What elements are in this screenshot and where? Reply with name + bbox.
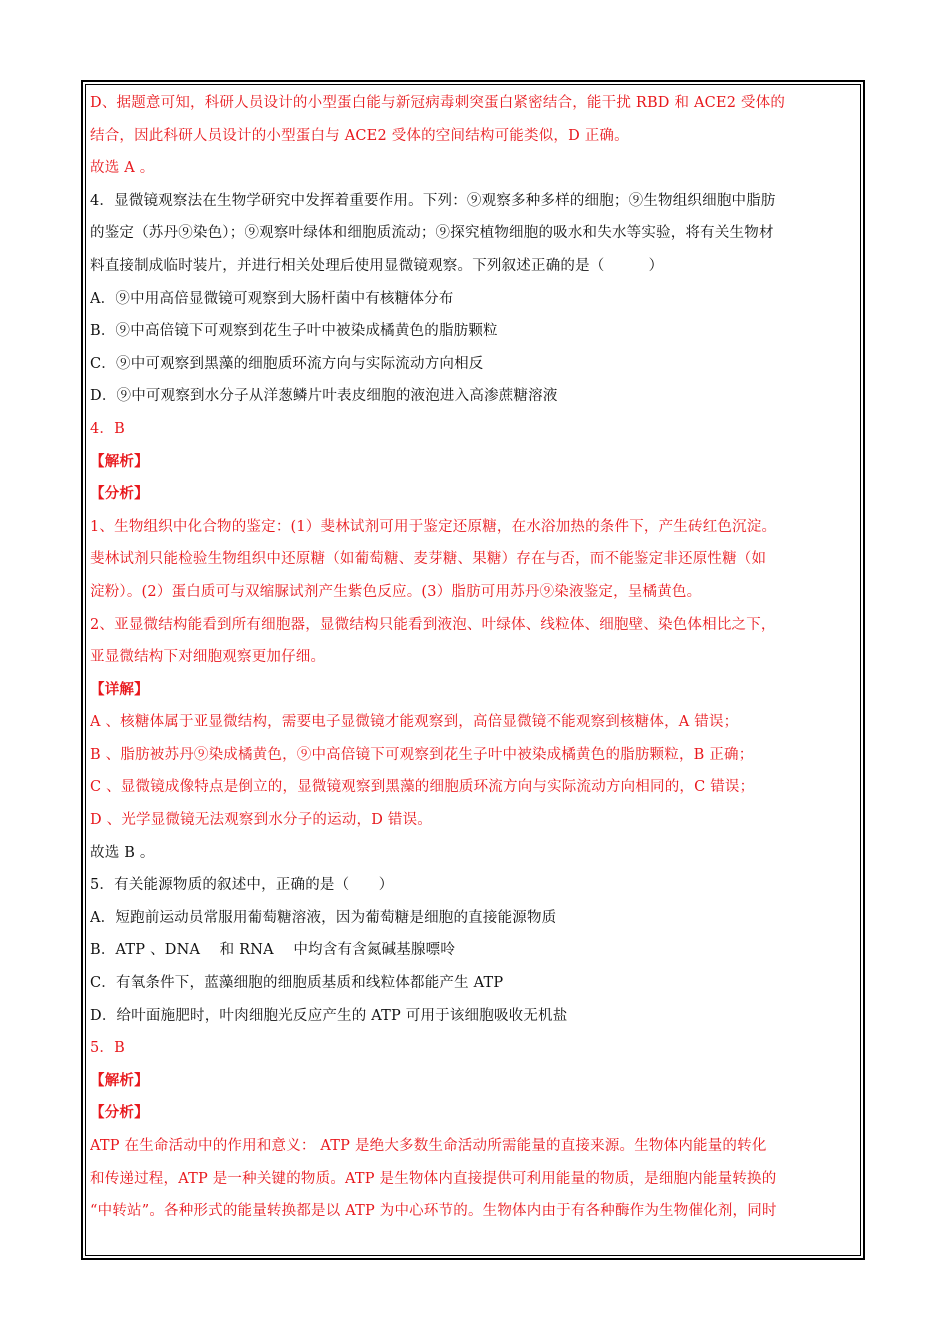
question-5-stem: 5．有关能源物质的叙述中，正确的是（ ） — [90, 877, 394, 894]
question-4-stem: 4．显微镜观察法在生物学研究中发挥着重要作用。下列：⑨观察多种多样的细胞；⑨生物组织细胞中脂肪 — [90, 192, 776, 209]
analysis-line: ATP 在生命活动中的作用和意义： ATP 是绝大多数生命活动所需能量的直接来源。生物体内能量的转化 — [90, 1138, 767, 1154]
section-heading-fenxi: 【分析】 — [90, 485, 149, 503]
conclusion-line: 故选 B 。 — [90, 844, 155, 861]
document-body — [90, 87, 860, 1228]
analysis-line: 1、生物组织中化合物的鉴定：(1）斐林试剂可用于鉴定还原糖，在水浴加热的条件下，产生砖红色沉淀。 — [90, 518, 777, 535]
detail-line: A 、核糖体属于亚显微结构，需要电子显微镜才能观察到，高倍显微镜不能观察到核糖体，A 错误； — [90, 714, 739, 731]
analysis-line: 亚显微结构下对细胞观察更加仔细。 — [90, 649, 326, 666]
question-4-stem: 料直接制成临时装片，并进行相关处理后使用显微镜观察。下列叙述正确的是（ ） — [90, 257, 664, 274]
detail-line: D 、光学显微镜无法观察到水分子的运动，D 错误。 — [90, 812, 432, 829]
section-heading-jiexi: 【解析】 — [90, 452, 149, 470]
analysis-line: 和传递过程，ATP 是一种关键的物质。ATP 是生物体内直接提供可利用能量的物质，是细胞内能量转换的 — [90, 1170, 777, 1187]
text-line: 结合，因此科研人员设计的小型蛋白与 ACE2 受体的空间结构可能类似，D 正确。 — [90, 127, 629, 144]
question-5-option-c: C．有氧条件下，蓝藻细胞的细胞质基质和线粒体都能产生 ATP — [90, 975, 504, 992]
question-4-option-c: C．⑨中可观察到黑藻的细胞质环流方向与实际流动方向相反 — [90, 355, 484, 372]
question-5-option-d: D．给叶面施肥时，叶肉细胞光反应产生的 ATP 可用于该细胞吸收无机盐 — [90, 1007, 568, 1024]
section-heading-fenxi: 【分析】 — [90, 1104, 149, 1122]
analysis-line: 斐林试剂只能检验生物组织中还原糖（如葡萄糖、麦芽糖、果糖）存在与否，而不能鉴定非还原性糖（如 — [90, 551, 767, 568]
section-heading-jiexi: 【解析】 — [90, 1071, 149, 1089]
question-5-option-b: B．ATP 、DNA 和 RNA 中均含有含氮碱基腺嘌呤 — [90, 942, 456, 959]
question-4-stem: 的鉴定（苏丹⑨染色）；⑨观察叶绿体和细胞质流动；⑨探究植物细胞的吸水和失水等实验，将有关生物材 — [90, 225, 774, 242]
analysis-line: “中转站”。各种形式的能量转换都是以 ATP 为中心环节的。生物体内由于有各种酶作为生物催化剂，同时 — [90, 1203, 777, 1220]
question-4-option-d: D．⑨中可观察到水分子从洋葱鳞片叶表皮细胞的液泡进入高渗蔗糖溶液 — [90, 388, 558, 405]
question-5-answer: 5．B — [90, 1040, 125, 1057]
text-line: 故选 A 。 — [90, 160, 155, 177]
text-line: D、据题意可知，科研人员设计的小型蛋白能与新冠病毒刺突蛋白紧密结合，能干扰 RBD 和 ACE2 受体的 — [90, 95, 786, 111]
question-4-answer: 4．B — [90, 420, 125, 437]
analysis-line: 淀粉）。(2）蛋白质可与双缩脲试剂产生紫色反应。(3）脂肪可用苏丹⑨染液鉴定，呈橘黄色。 — [90, 583, 702, 600]
question-4-option-b: B．⑨中高倍镜下可观察到花生子叶中被染成橘黄色的脂肪颗粒 — [90, 323, 498, 340]
detail-line: C 、显微镜成像特点是倒立的，显微镜观察到黑藻的细胞质环流方向与实际流动方向相同的，C 错误； — [90, 779, 755, 796]
question-5-option-a: A．短跑前运动员常服用葡萄糖溶液，因为葡萄糖是细胞的直接能源物质 — [90, 909, 557, 926]
detail-line: B 、脂肪被苏丹⑨染成橘黄色，⑨中高倍镜下可观察到花生子叶中被染成橘黄色的脂肪颗粒，B 正确； — [90, 746, 754, 763]
section-heading-xiangjie: 【详解】 — [90, 680, 149, 698]
analysis-line: 2、亚显微结构能看到所有细胞器，显微结构只能看到液泡、叶绿体、线粒体、细胞壁、染色体相比之下， — [90, 616, 776, 633]
question-4-option-a: A．⑨中用高倍显微镜可观察到大肠杆菌中有核糖体分布 — [90, 290, 454, 307]
